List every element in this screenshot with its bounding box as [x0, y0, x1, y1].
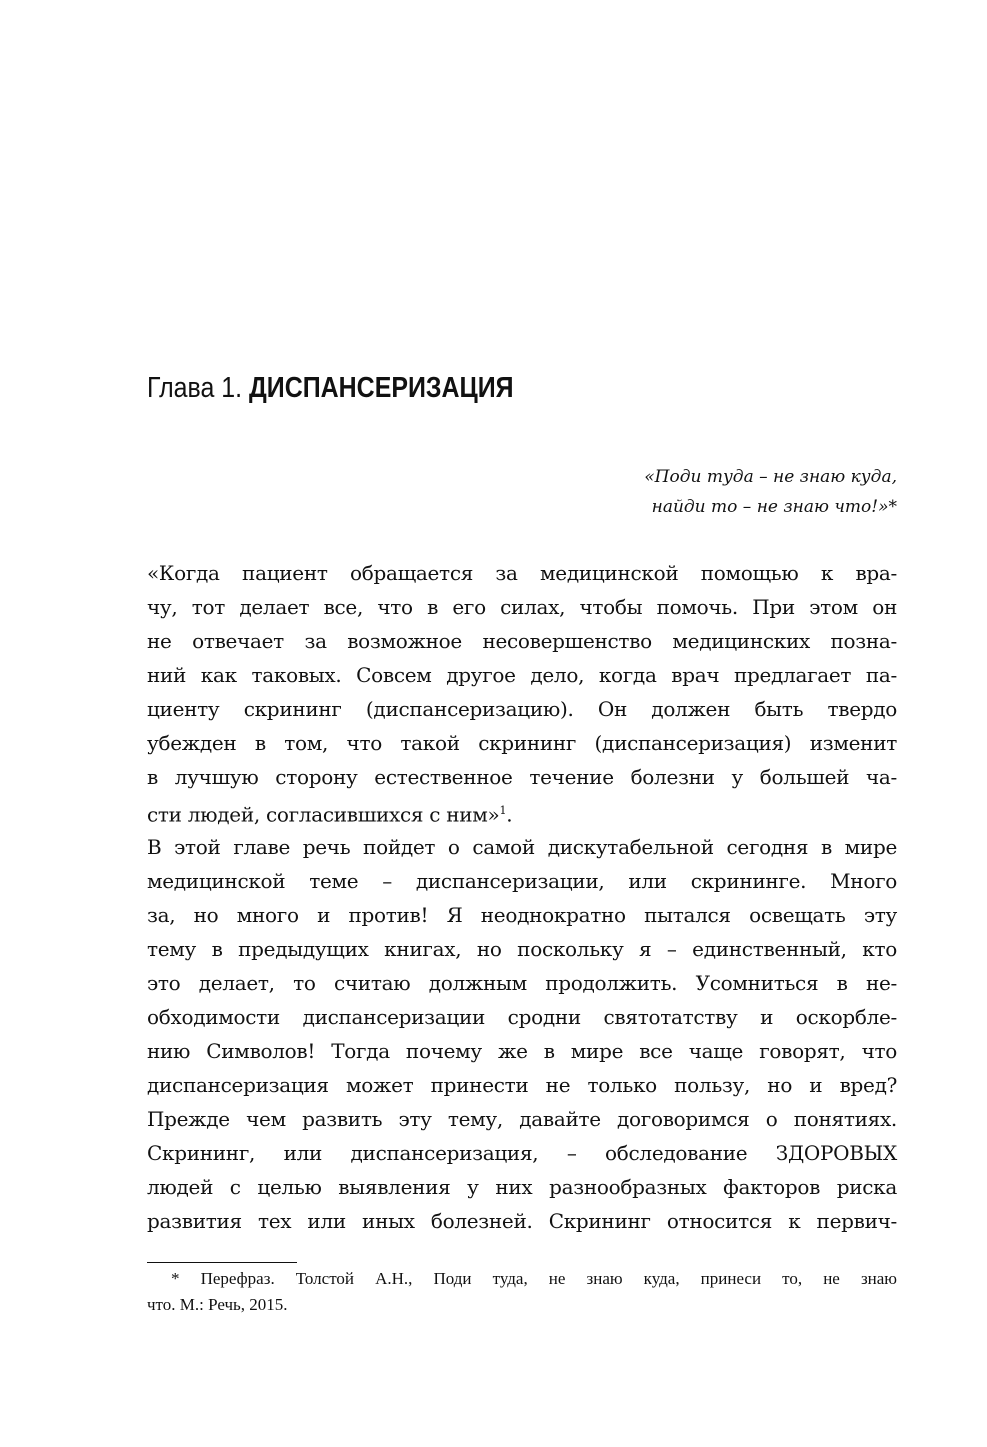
- text-line: нию Символов! Тогда почему же в мире все чаще говорят, что: [147, 1039, 897, 1063]
- text-line: циенту скрининг (диспансеризацию). Он должен быть твердо: [147, 697, 897, 721]
- epigraph: [644, 462, 897, 522]
- text-line: в лучшую сторону естественное течение болезни у большей ча-: [147, 765, 897, 789]
- footnote-line: * Перефраз. Толстой А.Н., Поди туда, не знаю куда, принеси то, не знаю: [171, 1269, 897, 1288]
- epigraph-line: «Поди туда – не знаю куда,: [644, 467, 897, 487]
- text-line: Скрининг, или диспансеризация, – обследование ЗДОРОВЫХ: [147, 1141, 897, 1165]
- text-line: медицинской теме – диспансеризации, или скрининге. Много: [147, 869, 897, 893]
- text-line: Прежде чем развить эту тему, давайте договоримся о понятиях.: [147, 1107, 897, 1131]
- text-line: обходимости диспансеризации сродни святотатству и оскорбле-: [147, 1005, 897, 1029]
- text-line: В этой главе речь пойдет о самой дискутабельной сегодня в мире: [147, 835, 897, 859]
- text-line: тему в предыдущих книгах, но поскольку я – единственный, кто: [147, 937, 897, 961]
- text-line: людей с целью выявления у них разнообразных факторов риска: [147, 1175, 897, 1199]
- chapter-prefix: Глава 1.: [147, 372, 250, 404]
- paragraph-2: [147, 830, 897, 1238]
- text-line: чу, тот делает все, что в его силах, чтобы помочь. При этом он: [147, 595, 897, 619]
- paragraph-1: [147, 556, 897, 828]
- chapter-title: ДИСПАНСЕРИЗАЦИЯ: [249, 372, 514, 404]
- text-line: за, но много и против! Я неоднократно пытался освещать эту: [147, 903, 897, 927]
- text-line: это делает, то считаю должным продолжить. Усомниться в не-: [147, 971, 897, 995]
- text-line-content: сти людей, согласившихся с ним»: [147, 802, 500, 827]
- footnote-ref: 1: [499, 804, 507, 817]
- text-line: ний как таковых. Совсем другое дело, когда врач предлагает па-: [147, 663, 897, 687]
- footnote-divider: [147, 1262, 297, 1263]
- epigraph-line: найди то – не знаю что!»*: [651, 497, 897, 517]
- text-line: «Когда пациент обращается за медицинской помощью к вра-: [147, 561, 897, 585]
- text-line: диспансеризация может принести не только пользу, но и вред?: [147, 1073, 897, 1097]
- footnote-line: что. М.: Речь, 2015.: [147, 1295, 288, 1314]
- body-text: [147, 556, 897, 1238]
- footnote: [147, 1266, 897, 1318]
- text-line: сти людей, согласившихся с ним»$^1$.: [147, 802, 513, 827]
- text-line: убежден в том, что такой скрининг (диспансеризация) изменит: [147, 731, 897, 755]
- text-line: не отвечает за возможное несовершенство медицинских позна-: [147, 629, 897, 653]
- chapter-heading: [147, 372, 514, 405]
- text-line: развития тех или иных болезней. Скрининг относится к первич-: [147, 1209, 897, 1233]
